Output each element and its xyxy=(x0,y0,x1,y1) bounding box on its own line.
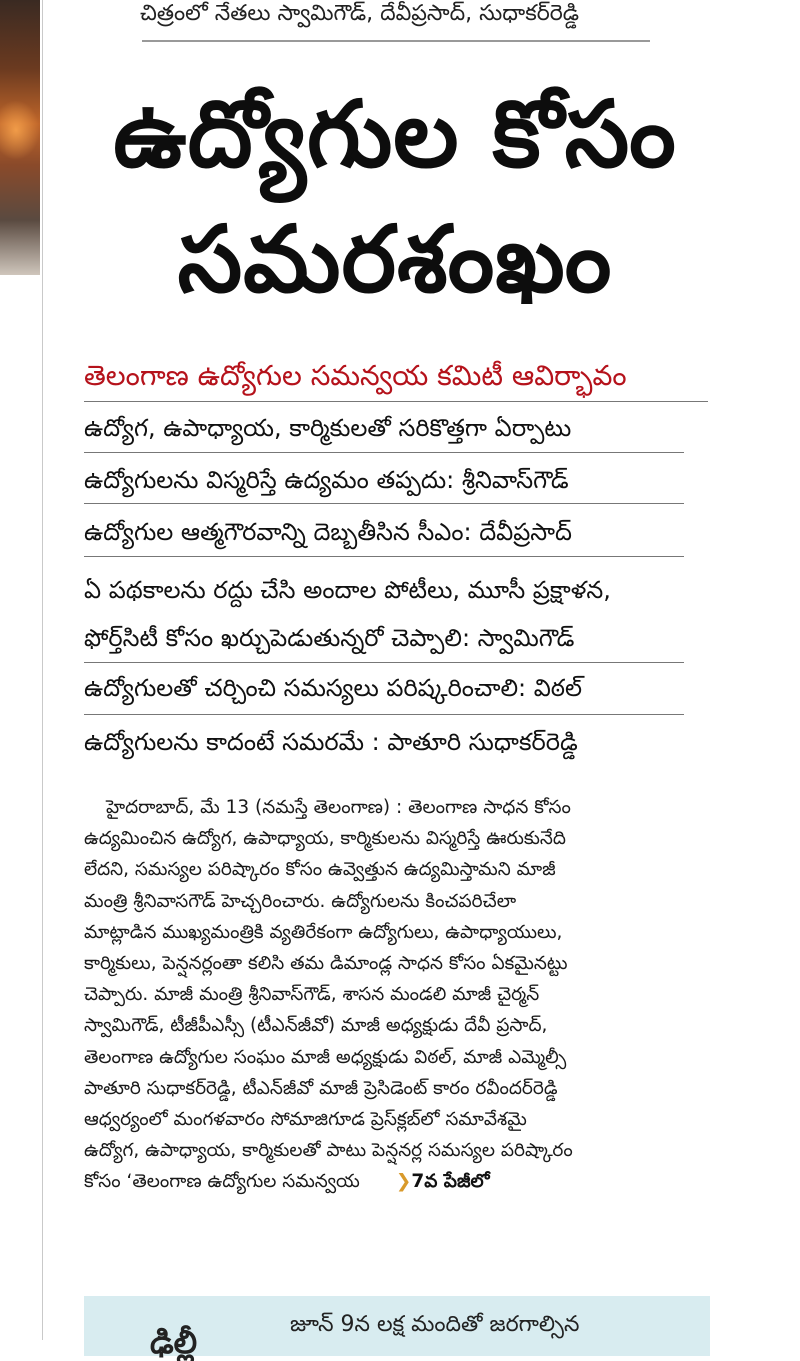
deck-rule xyxy=(84,556,684,557)
body-line: తెలంగాణ ఉద్యోగుల సంఘం మాజీ అధ్యక్షుడు విఠల్, మాజీ ఎమ్మెల్సీ xyxy=(84,1046,567,1068)
body-line: ఆధ్వర్యంలో మంగళవారం సోమాజిగూడ ప్రెస్‌క్లబ్‌లో సమావేశమై xyxy=(84,1109,527,1131)
body-line: కార్మికులు, పెన్షనర్లంతా కలిసి తమ డిమాండ్ల సాధన కోసం ఏకమైనట్టు xyxy=(84,953,568,975)
deck-line: ఉద్యోగులను విస్మరిస్తే ఉద్యమం తప్పదు: శ్రీనివాస్‌గౌడ్ xyxy=(84,466,569,494)
deck-rule xyxy=(84,714,684,715)
deck-rule xyxy=(84,503,684,504)
continuation-label[interactable]: 7వ పేజీలో xyxy=(411,1171,490,1193)
body-line: లేదని, సమస్యల పరిష్కారం కోసం ఉవ్వెత్తున ఉద్యమిస్తామని మాజీ xyxy=(84,859,556,881)
column-divider xyxy=(42,0,43,1340)
body-line: చెప్పారు. మాజీ మంత్రి శ్రీనివాస్‌గౌడ్, శాసన మండలి మాజీ చైర్మన్ xyxy=(84,984,540,1006)
deck-line: ఉద్యోగులను కాదంటే సమరమే : పాతూరి సుధాకర్‌రెడ్డి xyxy=(84,728,578,756)
headline-line-1: ఉద్యోగుల కోసం xyxy=(113,81,677,188)
photo-edge xyxy=(0,0,40,275)
body-line: ఉద్యోగ, ఉపాధ్యాయ, కార్మికులతో పాటు పెన్షనర్ల సమస్యల పరిష్కారం xyxy=(84,1140,573,1162)
body-line: పాతూరి సుధాకర్‌రెడ్డి, టీఎన్‌జీవో మాజీ ప్రెసిడెంట్ కారం రవీందర్‌రెడ్డి xyxy=(84,1077,558,1099)
body-line: మాట్లాడిన ముఖ్యమంత్రికి వ్యతిరేకంగా ఉద్యోగులు, ఉపాధ్యాయులు, xyxy=(84,921,563,943)
teaser-logo: ఢిల్లీ xyxy=(150,1323,198,1361)
subheadline: తెలంగాణ ఉద్యోగుల సమన్వయ కమిటీ ఆవిర్భావం xyxy=(84,359,627,392)
deck-rule xyxy=(84,452,684,453)
body-line: ఉద్యమించిన ఉద్యోగ, ఉపాధ్యాయ, కార్మికులను విస్మరిస్తే ఊరుకునేది xyxy=(84,828,566,850)
article-body xyxy=(84,792,714,1198)
deck-line: ఉద్యోగులతో చర్చించి సమస్యలు పరిష్కరించాలి: విఠల్ xyxy=(84,674,583,702)
deck-line: ఉద్యోగుల ఆత్మగౌరవాన్ని దెబ్బతీసిన సీఎం: దేవీప్రసాద్ xyxy=(84,518,572,546)
deck-line: ఫోర్త్‌సిటీ కోసం ఖర్చుపెడుతున్నరో చెప్పాలి: స్వామిగౌడ్ xyxy=(84,624,575,652)
body-line: హైదరాబాద్, మే 13 (నమస్తే తెలంగాణ) : తెలంగాణ సాధన కోసం xyxy=(106,797,571,818)
deck-rule xyxy=(84,662,684,663)
body-line-text: కోసం ‘తెలంగాణ ఉద్యోగుల సమన్వయ xyxy=(84,1171,360,1193)
headline-line-2: సమరశంఖం xyxy=(177,206,613,313)
photo-caption: చిత్రంలో నేతలు స్వామిగౌడ్, దేవీప్రసాద్, సుధాకర్‌రెడ్డి xyxy=(140,1,580,26)
caption-underline xyxy=(142,40,650,42)
deck-line: ఏ పథకాలను రద్దు చేసి అందాల పోటీలు, మూసీ ప్రక్షాళన, xyxy=(84,576,611,604)
teaser-text: జూన్ 9న లక్ష మందితో జరగాల్సిన xyxy=(290,1312,580,1337)
deck-line: ఉద్యోగ, ఉపాధ్యాయ, కార్మికులతో సరికొత్తగా ఏర్పాటు xyxy=(84,414,572,442)
subheadline-rule xyxy=(84,401,708,402)
body-line-last xyxy=(84,1166,714,1197)
continuation-arrow-icon: ❯ xyxy=(395,1171,412,1193)
body-line: మంత్రి శ్రీనివాసగౌడ్ హెచ్చరించారు. ఉద్యోగులను కించపరిచేలా xyxy=(84,890,517,912)
body-line: స్వామిగౌడ్, టీజీపీఎస్సీ (టీఎన్‌జీవో) మాజీ అధ్యక్షుడు దేవీ ప్రసాద్, xyxy=(84,1015,548,1037)
